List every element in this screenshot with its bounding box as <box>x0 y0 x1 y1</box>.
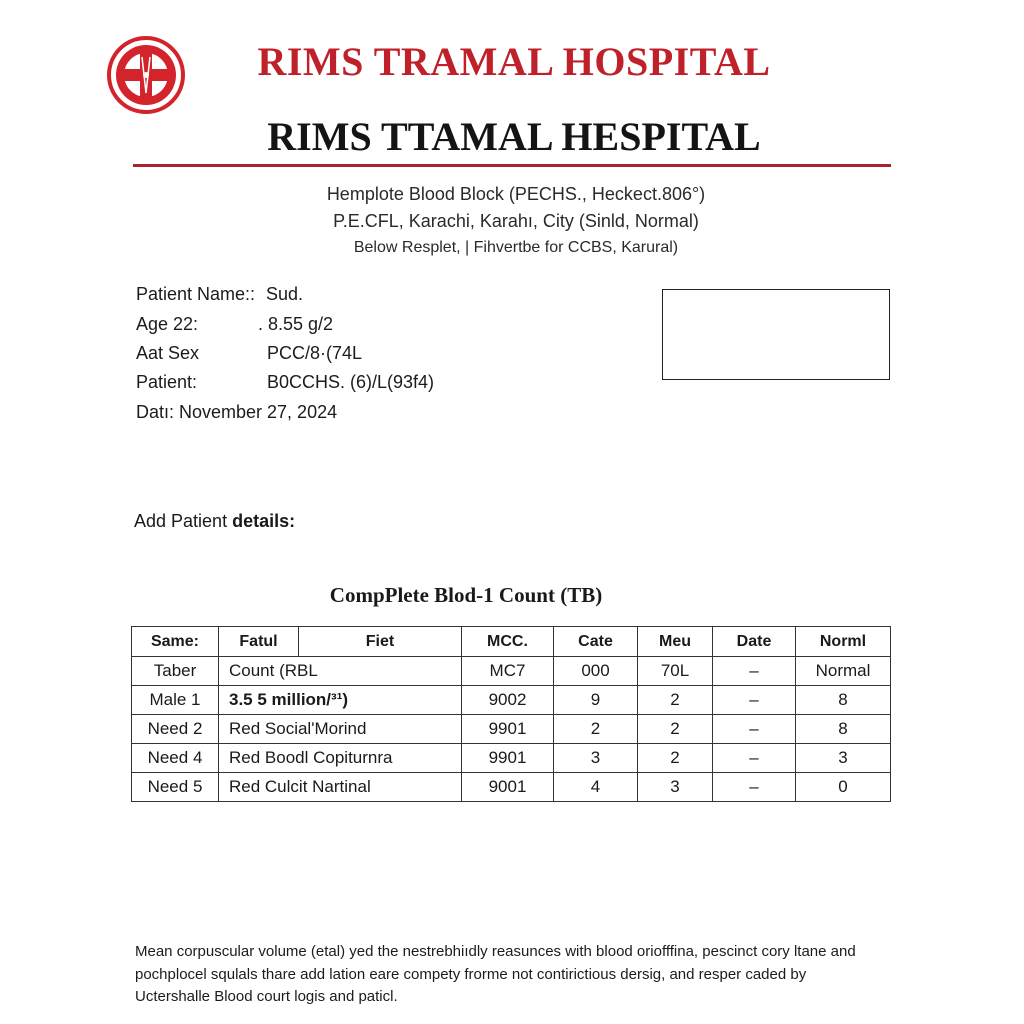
header-cell: Meu <box>638 627 713 657</box>
table-cell: 3.5 5 million/³¹) <box>219 686 462 715</box>
table-cell: Red Boodl Copiturnra <box>219 744 462 773</box>
table-cell: Count (RBL <box>219 657 462 686</box>
header-cell: Date <box>713 627 796 657</box>
patient-name-value: Sud. <box>266 284 304 304</box>
table-cell: 9 <box>554 686 638 715</box>
add-details-bold: details: <box>232 511 296 531</box>
table-cell: 4 <box>554 773 638 802</box>
table-header-row <box>132 627 891 657</box>
address-line-1-text: Hemplote Blood Block (PECHS., Heckect.806°) <box>326 184 706 204</box>
date-label: Datı: <box>136 402 175 422</box>
table-cell: Need 2 <box>132 715 219 744</box>
table-cell: 2 <box>638 715 713 744</box>
table-cell: – <box>713 744 796 773</box>
hospital-name-black <box>0 113 1024 160</box>
table-row <box>132 657 891 686</box>
table-cell: Red Culcit Nartinal <box>219 773 462 802</box>
table-cell: 9001 <box>462 773 554 802</box>
patient-photo-box <box>662 289 890 380</box>
age-value: . 8.55 g/2 <box>258 314 334 334</box>
table-cell: – <box>713 715 796 744</box>
table-cell: Red SocialʹMorind <box>219 715 462 744</box>
table-cell: Need 4 <box>132 744 219 773</box>
table-cell: Male 1 <box>132 686 219 715</box>
table-cell: 000 <box>554 657 638 686</box>
table-cell: – <box>713 773 796 802</box>
table-cell: 9901 <box>462 715 554 744</box>
table-cell: 9901 <box>462 744 554 773</box>
table-cell: 9002 <box>462 686 554 715</box>
footnote <box>135 941 905 1009</box>
address-line-1 <box>0 184 1024 205</box>
header-cell: MCC. <box>462 627 554 657</box>
table-cell: 8 <box>796 715 891 744</box>
cbc-table-title-text: CompPlete Blod-1 Count (TB) <box>329 583 603 607</box>
header-cell: Fatul <box>219 627 299 657</box>
table-cell: – <box>713 657 796 686</box>
sex-label: Aat Sex <box>136 343 200 363</box>
header-cell: Cate <box>554 627 638 657</box>
age-label: Age 22: <box>136 314 199 334</box>
table-cell: 70L <box>638 657 713 686</box>
table-cell: Need 5 <box>132 773 219 802</box>
table-cell: 3 <box>796 744 891 773</box>
table-cell: – <box>713 686 796 715</box>
table-cell: 3 <box>638 773 713 802</box>
footnote-line-2: pochplocel squlals thare add lation eare compety frorme not contirictious dersig, and resper caded by <box>135 965 807 983</box>
add-details-prefix: Add Patient <box>134 511 228 531</box>
table-row <box>132 686 891 715</box>
patient-id-label: Patient: <box>136 372 198 392</box>
address-line-2-text: P.E.CFL, Karachi, Karahı, City (Sinld, Normal) <box>333 211 699 231</box>
cbc-table <box>131 626 891 802</box>
header-cell: Fiet <box>299 627 462 657</box>
table-cell: Taber <box>132 657 219 686</box>
header-cell: Norml <box>796 627 891 657</box>
table-cell: 2 <box>638 686 713 715</box>
hospital-name-black-text: RIMS TTAMAL HESPITAL <box>267 114 761 159</box>
sex-value: PCC/8·(74L <box>267 343 363 363</box>
table-row <box>132 744 891 773</box>
header-divider <box>133 164 891 167</box>
table-cell: 2 <box>638 744 713 773</box>
hospital-name-red <box>0 38 1024 85</box>
table-cell: Normal <box>796 657 891 686</box>
address-line-3 <box>0 239 1024 257</box>
table-cell: 2 <box>554 715 638 744</box>
date-value: November 27, 2024 <box>179 402 338 422</box>
cbc-table-title <box>0 583 1024 608</box>
footnote-line-1: Mean corpuscular volume (etal) yed the nestrebhiıdly reasunces with blood oriofffina, pescinct cory ltane and <box>135 943 856 960</box>
patient-id-value: B0CCHS. (6)/L(93f4) <box>267 372 435 392</box>
table-cell: MC7 <box>462 657 554 686</box>
header-cell: Same: <box>132 627 219 657</box>
table-cell: 3 <box>554 744 638 773</box>
patient-name-label: Patient Name:: <box>136 284 256 304</box>
hospital-name-red-text: RIMS TRAMAL HOSPITAL <box>257 39 771 84</box>
add-patient-details <box>134 511 295 532</box>
address-line-3-text: Below Resplet, | Fihvertbe for CCBS, Karural) <box>353 239 679 256</box>
table-cell: 8 <box>796 686 891 715</box>
table-cell: 0 <box>796 773 891 802</box>
table-row <box>132 715 891 744</box>
footnote-line-3: Uctershalle Blood court logis and paticl. <box>135 988 398 1005</box>
address-line-2 <box>0 211 1024 232</box>
table-row <box>132 773 891 802</box>
